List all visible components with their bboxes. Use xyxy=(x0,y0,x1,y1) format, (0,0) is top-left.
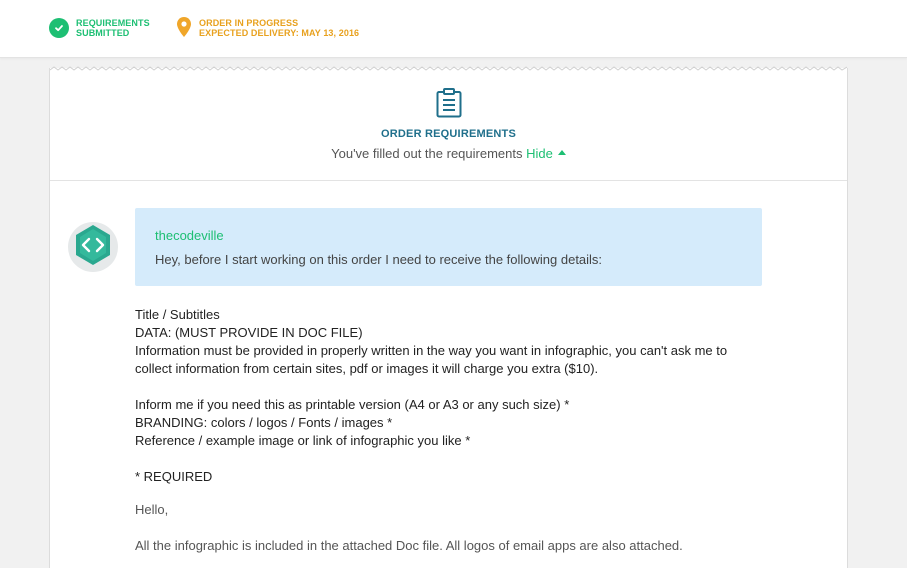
seller-message-text: Hey, before I start working on this order I need to receive the following details: xyxy=(155,252,603,267)
requirements-title: ORDER REQUIREMENTS xyxy=(381,128,516,140)
requirement-line: BRANDING: colors / logos / Fonts / images * xyxy=(135,415,393,430)
requirement-line: Reference / example image or link of infographic you like * xyxy=(135,433,471,448)
code-brackets-icon xyxy=(71,223,115,272)
requirement-line: Inform me if you need this as printable version (A4 or A3 or any such size) * xyxy=(135,397,570,412)
status-requirements-submitted xyxy=(49,17,150,38)
hide-link-label: Hide xyxy=(526,146,553,161)
seller-avatar[interactable] xyxy=(68,222,118,272)
check-circle-icon xyxy=(49,18,69,38)
status-order-line1: ORDER IN PROGRESS xyxy=(199,18,299,28)
map-pin-icon xyxy=(177,17,191,42)
requirement-line: Information must be provided in properly written in the way you want in infographic, you can't ask me to collect information from certain sites, pdf or images it will charge you extra ($10). xyxy=(135,343,728,376)
required-note: * REQUIRED xyxy=(135,469,213,484)
caret-up-icon xyxy=(558,150,566,155)
order-status-bar xyxy=(0,0,907,58)
status-requirements-line2: SUBMITTED xyxy=(76,28,130,38)
status-order-in-progress xyxy=(177,17,359,42)
reply-body: All the infographic is included in the attached Doc file. All logos of email apps are also attached. xyxy=(135,538,683,553)
seller-message-bubble xyxy=(135,208,762,286)
reply-greeting: Hello, xyxy=(135,502,169,517)
seller-username[interactable]: thecodeville xyxy=(155,228,224,243)
status-expected-delivery: EXPECTED DELIVERY: MAY 13, 2016 xyxy=(199,28,360,38)
status-order-label xyxy=(199,18,359,38)
requirements-subtitle-row xyxy=(50,146,847,161)
status-requirements-label xyxy=(76,18,150,38)
hide-requirements-link[interactable] xyxy=(526,146,566,161)
requirement-line: Title / Subtitles xyxy=(135,307,220,322)
status-requirements-line1: REQUIREMENTS xyxy=(76,18,150,28)
requirements-subtitle: You've filled out the requirements xyxy=(331,146,523,161)
requirements-header xyxy=(50,68,847,181)
requirement-line: DATA: (MUST PROVIDE IN DOC FILE) xyxy=(135,325,363,340)
